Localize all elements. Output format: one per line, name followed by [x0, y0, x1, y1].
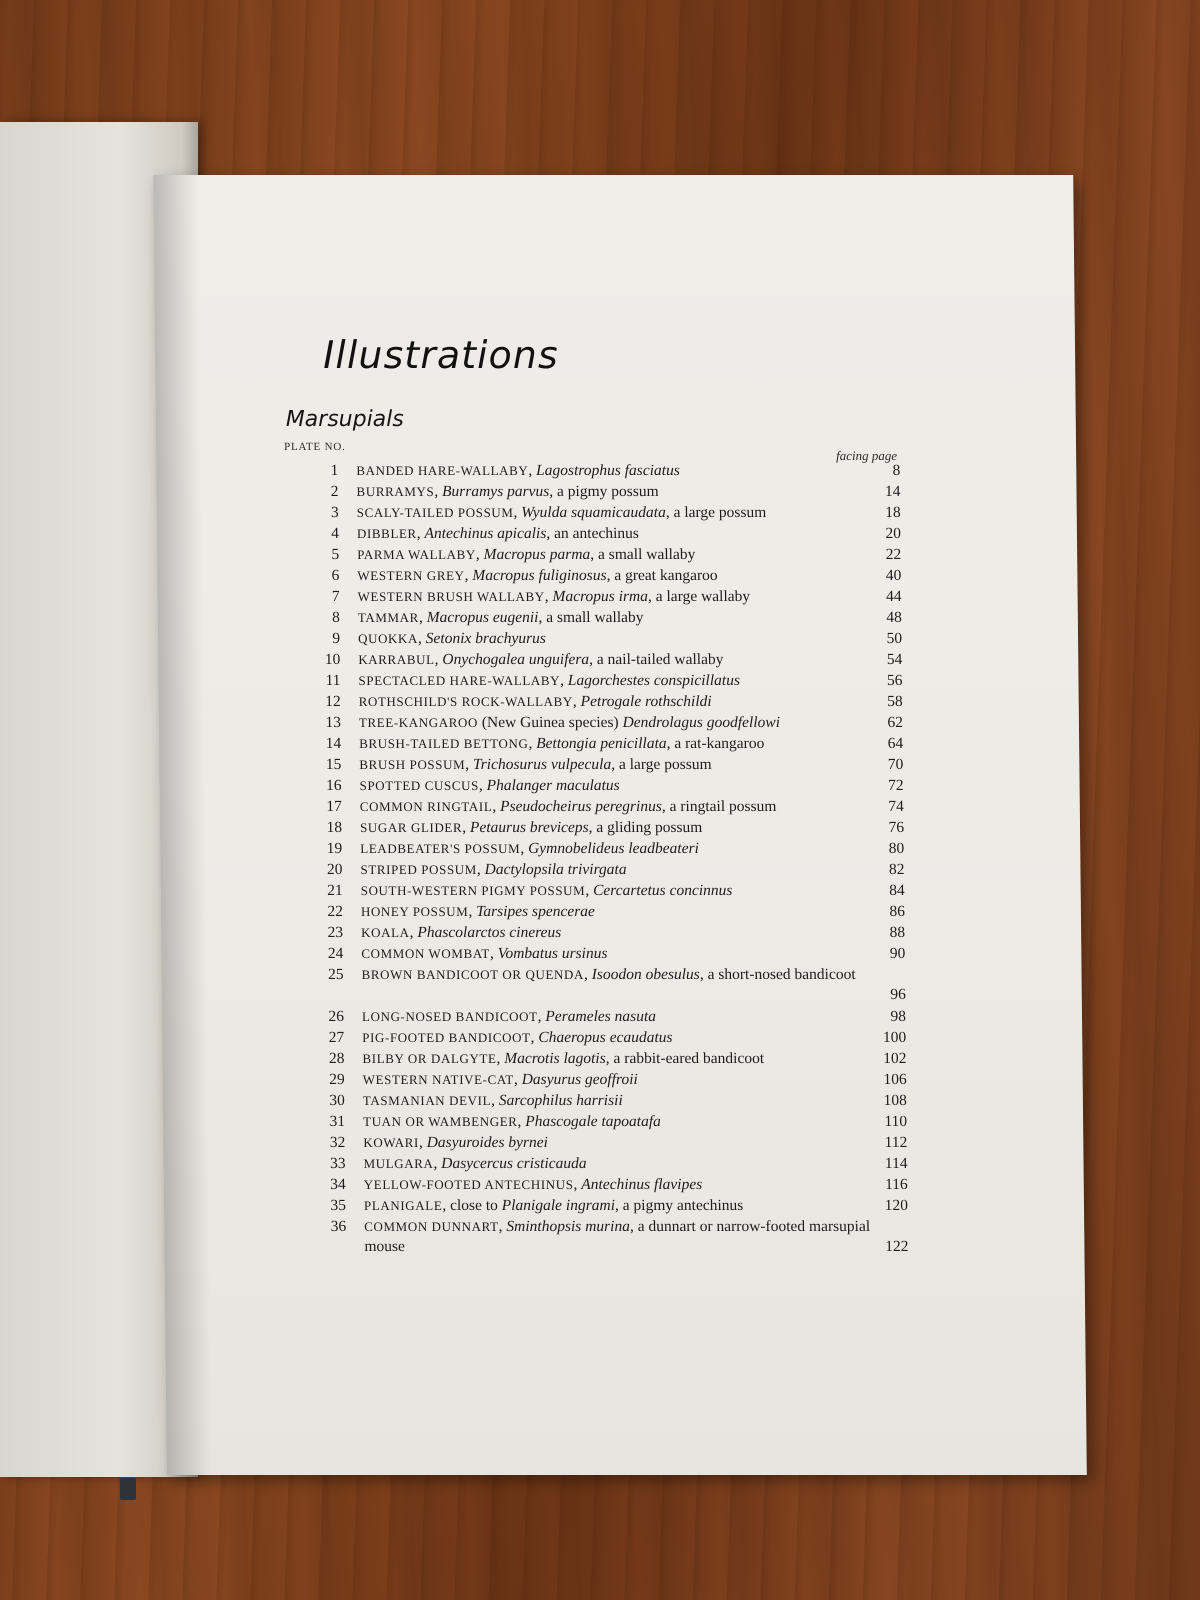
plate-separator: ,: [496, 1050, 505, 1067]
plate-common-name: COMMON RINGTAIL: [359, 799, 493, 814]
facing-page-number: 74: [888, 798, 904, 815]
plate-number: 34: [330, 1176, 346, 1193]
plate-latin-name: Macropus irma: [552, 588, 649, 605]
facing-page-number: 56: [886, 672, 903, 689]
plate-common-name: SUGAR GLIDER: [359, 820, 463, 835]
plate-separator: ,: [462, 819, 471, 836]
plate-description: [358, 608, 868, 628]
plate-common-name: TUAN OR WAMBENGER: [363, 1114, 518, 1129]
plate-number: 10: [324, 651, 341, 668]
plate-row: [158, 608, 1078, 629]
facing-page-number: 106: [883, 1071, 907, 1088]
plate-note: , a gliding possum: [588, 819, 703, 836]
plate-latin-name: Bettongia penicillata: [536, 735, 667, 752]
plate-separator: ,: [478, 777, 487, 794]
plate-separator: ,: [433, 1155, 442, 1172]
plate-common-name: TAMMAR: [357, 610, 419, 625]
facing-page-number: 112: [884, 1134, 908, 1151]
plate-row: [161, 944, 1081, 965]
plate-row: [160, 839, 1080, 860]
plate-common-name: QUOKKA: [357, 631, 419, 646]
plate-number: 6: [331, 567, 340, 584]
plate-latin-name: Lagorchestes conspicillatus: [567, 672, 741, 689]
plate-row: [163, 1154, 1083, 1175]
plate-number: 29: [329, 1071, 345, 1088]
facing-page-number: 122: [885, 1238, 909, 1255]
plate-latin-name: Phalanger maculatus: [486, 777, 620, 794]
plate-common-name: TASMANIAN DEVIL: [362, 1093, 492, 1108]
plate-number: 17: [326, 798, 342, 815]
plate-number: 20: [326, 861, 343, 878]
plate-latin-name: Wyulda squamicaudata: [521, 504, 666, 521]
plate-row: [159, 713, 1079, 734]
plate-separator: ,: [513, 504, 522, 521]
facing-page-number: 82: [888, 861, 905, 878]
plate-common-name: BILBY OR DALGYTE: [362, 1051, 497, 1066]
plate-common-name: SCALY-TAILED POSSUM: [356, 505, 514, 520]
plate-description: [363, 1091, 873, 1111]
plate-separator: ,: [434, 651, 443, 668]
plate-separator: ,: [517, 1113, 526, 1130]
plate-note: , a ringtail possum: [661, 798, 777, 815]
plate-latin-name: Dasyuroides byrnei: [426, 1134, 549, 1151]
plate-note: , a rat-kangaroo: [666, 735, 765, 752]
plate-row: [161, 923, 1081, 944]
plate-separator: ,: [418, 1134, 427, 1151]
plate-description: [357, 545, 867, 565]
plate-row: [160, 860, 1080, 881]
plate-separator: ,: [464, 567, 473, 584]
plate-description: [356, 461, 866, 481]
plate-number: 14: [325, 735, 342, 752]
plate-separator: ,: [560, 672, 568, 689]
plate-row: [159, 734, 1079, 755]
facing-page-number: 120: [884, 1197, 909, 1214]
plate-common-name: PIG-FOOTED BANDICOOT: [362, 1030, 531, 1045]
plate-separator: ,: [465, 756, 474, 773]
plate-number: 35: [330, 1197, 347, 1214]
plate-description: [360, 860, 870, 880]
facing-page-number: 102: [883, 1050, 907, 1067]
plate-row: [157, 524, 1077, 545]
plate-separator: ,: [418, 609, 427, 626]
plate-row: [163, 1070, 1083, 1091]
plate-common-name: WESTERN GREY: [357, 568, 465, 583]
plate-latin-name: Petrogale rothschildi: [580, 693, 712, 710]
plate-note: , a short-nosed bandicoot: [699, 966, 856, 983]
plate-separator: (New Guinea species): [477, 714, 623, 731]
plate-number: 26: [328, 1008, 345, 1025]
plate-number: 21: [327, 882, 343, 899]
plate-separator: ,: [513, 1071, 522, 1088]
plate-note: , a small wallaby: [538, 609, 644, 626]
plate-number: 13: [325, 714, 342, 731]
facing-page-number: 20: [885, 525, 902, 542]
plate-row: [156, 482, 1076, 503]
plate-number-label: PLATE NO.: [283, 441, 346, 453]
plate-latin-name: Macropus parma: [483, 546, 591, 563]
right-page: [153, 175, 1087, 1475]
plate-description: [360, 797, 870, 817]
facing-page-label: facing page: [836, 448, 898, 463]
plate-separator: ,: [434, 483, 443, 500]
section-heading: Marsupials: [285, 407, 404, 432]
plate-row: [161, 902, 1081, 923]
plate-row: [164, 1175, 1084, 1196]
plate-separator: ,: [520, 840, 529, 857]
plate-note: , a large possum: [665, 504, 767, 521]
plate-latin-name: Macrotis lagotis: [504, 1050, 606, 1067]
facing-page-number: 8: [892, 462, 901, 479]
plate-common-name: SOUTH-WESTERN PIGMY POSSUM: [360, 883, 586, 898]
facing-page-number: 90: [889, 945, 906, 962]
plate-description: [361, 923, 871, 943]
plate-list: [156, 461, 1084, 1259]
plate-row: [160, 818, 1080, 839]
plate-description: [362, 1007, 872, 1027]
plate-common-name: WESTERN BRUSH WALLABY: [357, 589, 545, 604]
plate-number: 25: [327, 966, 344, 983]
plate-number: 8: [331, 609, 340, 626]
plate-latin-name: Vombatus ursinus: [497, 945, 608, 962]
plate-description: [358, 629, 868, 649]
plate-common-name: DIBBLER: [356, 526, 417, 541]
plate-latin-name: Pseudocheirus peregrinus: [500, 798, 662, 815]
plate-separator: ,: [475, 546, 484, 563]
plate-description: [356, 482, 866, 502]
plate-row: [160, 797, 1080, 818]
plate-number: 24: [327, 945, 344, 962]
plate-description: [358, 671, 868, 691]
plate-note: , a dunnart or narrow-footed marsupial mouse: [364, 1218, 871, 1255]
plate-number: 23: [327, 924, 344, 941]
plate-description: [359, 713, 869, 733]
plate-common-name: COMMON WOMBAT: [361, 946, 490, 961]
plate-description: [363, 1112, 873, 1132]
plate-note: , a large wallaby: [647, 588, 751, 605]
plate-note: , a pigmy antechinus: [614, 1197, 744, 1214]
plate-common-name: WESTERN NATIVE-CAT: [362, 1072, 515, 1087]
facing-page-number: 48: [886, 609, 902, 626]
plate-note: , a pigmy possum: [549, 483, 659, 500]
plate-common-name: KARRABUL: [358, 652, 435, 667]
plate-latin-name: Burramys parvus: [441, 483, 550, 500]
plate-description: [363, 1154, 873, 1174]
plate-separator: ,: [528, 735, 537, 752]
facing-page-number: 70: [887, 756, 904, 773]
plate-row: [158, 587, 1078, 608]
plate-separator: ,: [417, 630, 426, 647]
plate-latin-name: Cercartetus concinnus: [592, 882, 733, 899]
plate-row: [163, 1133, 1083, 1154]
plate-description: [364, 1196, 874, 1216]
plate-separator: , close to: [442, 1197, 502, 1214]
plate-description: [359, 755, 869, 775]
plate-common-name: ROTHSCHILD'S ROCK-WALLABY: [358, 694, 573, 709]
facing-page-number: 22: [885, 546, 902, 563]
plate-latin-name: Sminthopsis murina: [506, 1218, 631, 1235]
plate-common-name: BRUSH-TAILED BETTONG: [359, 736, 529, 751]
plate-separator: ,: [585, 882, 594, 899]
plate-row: [159, 755, 1079, 776]
plate-description: [357, 566, 867, 586]
plate-separator: ,: [530, 1029, 539, 1046]
facing-page-number: 58: [887, 693, 903, 710]
plate-row: [157, 566, 1077, 587]
plate-row: [156, 461, 1076, 482]
plate-number: 18: [326, 819, 343, 836]
plate-row: [158, 671, 1078, 692]
facing-page-number: 62: [887, 714, 904, 731]
plate-row: [162, 1028, 1082, 1049]
plate-row: [157, 503, 1077, 524]
plate-number: 1: [330, 462, 339, 479]
plate-common-name: LONG-NOSED BANDICOOT: [361, 1009, 538, 1024]
plate-separator: ,: [492, 798, 501, 815]
plate-separator: ,: [489, 945, 498, 962]
plate-description: [362, 1049, 872, 1069]
plate-common-name: LEADBEATER'S POSSUM: [360, 841, 521, 856]
plate-row: [157, 545, 1077, 566]
plate-separator: ,: [416, 525, 425, 542]
plate-latin-name: Trichosurus vulpecula: [472, 756, 612, 773]
plate-latin-name: Antechinus apicalis: [424, 525, 547, 542]
plate-common-name: BROWN BANDICOOT OR QUENDA: [361, 967, 585, 982]
plate-number: 19: [326, 840, 343, 857]
plate-latin-name: Onychogalea unguifera: [442, 651, 590, 668]
plate-separator: ,: [498, 1218, 507, 1235]
plate-row: [162, 1007, 1082, 1028]
plate-description: [357, 503, 867, 523]
plate-row: [161, 881, 1081, 902]
plate-number: 2: [330, 483, 339, 500]
facing-page-number: 64: [887, 735, 904, 752]
plate-row: [163, 1091, 1083, 1112]
plate-number: 22: [327, 903, 343, 920]
plate-separator: ,: [409, 924, 418, 941]
plate-common-name: BURRAMYS: [356, 484, 435, 499]
plate-separator: ,: [528, 462, 537, 479]
facing-page-number: 14: [884, 483, 901, 500]
plate-common-name: PARMA WALLABY: [357, 547, 476, 562]
plate-row: [158, 629, 1078, 650]
plate-latin-name: Perameles nasuta: [545, 1008, 657, 1025]
plate-latin-name: Macropus fuliginosus: [472, 567, 607, 584]
plate-common-name: KOWARI: [363, 1135, 419, 1150]
plate-number: 12: [325, 693, 341, 710]
plate-description: [363, 1133, 873, 1153]
plate-row: [161, 965, 1081, 1007]
plate-note: , a small wallaby: [590, 546, 696, 563]
plate-description: [359, 776, 869, 796]
facing-page-number: 44: [886, 588, 902, 605]
facing-page-number: 84: [889, 882, 905, 899]
plate-number: 31: [329, 1113, 346, 1130]
plate-note: , a large possum: [611, 756, 712, 773]
plate-separator: ,: [490, 1092, 499, 1109]
plate-description: [360, 839, 870, 859]
plate-latin-name: Dactylopsila trivirgata: [484, 861, 627, 878]
plate-row: [164, 1217, 1084, 1259]
plate-latin-name: Isoodon obesulus: [591, 966, 700, 983]
plate-number: 27: [328, 1029, 345, 1046]
plate-latin-name: Dasyurus geoffroii: [521, 1071, 638, 1088]
facing-page-number: 72: [887, 777, 904, 794]
plate-latin-name: Petaurus breviceps: [469, 819, 589, 836]
plate-common-name: SPECTACLED HARE-WALLABY: [358, 673, 561, 688]
facing-page-number: 96: [890, 986, 906, 1003]
plate-common-name: TREE-KANGAROO: [358, 715, 479, 730]
plate-separator: ,: [468, 903, 477, 920]
plate-note: , a rabbit-eared bandicoot: [605, 1050, 765, 1067]
plate-separator: ,: [537, 1008, 546, 1025]
plate-number: 15: [325, 756, 342, 773]
plate-note: , an antechinus: [546, 525, 639, 542]
plate-number: 5: [331, 546, 340, 563]
plate-number: 9: [332, 630, 341, 647]
plate-common-name: KOALA: [361, 925, 410, 940]
facing-page-number: 110: [884, 1113, 908, 1130]
plate-common-name: BANDED HARE-WALLABY: [356, 463, 529, 478]
plate-common-name: BRUSH POSSUM: [359, 757, 466, 772]
plate-row: [159, 692, 1079, 713]
plate-description: [361, 944, 871, 964]
facing-page-number: 108: [883, 1092, 907, 1109]
plate-row: [158, 650, 1078, 671]
plate-separator: ,: [544, 588, 553, 605]
plate-latin-name: Phascogale tapoatafa: [525, 1113, 661, 1130]
plate-description: [360, 818, 870, 838]
plate-common-name: SPOTTED CUSCUS: [359, 778, 479, 793]
plate-description: [364, 1217, 874, 1257]
plate-number: 3: [330, 504, 339, 521]
plate-row: [163, 1112, 1083, 1133]
facing-page-number: 86: [889, 903, 905, 920]
plate-number: 7: [331, 588, 340, 605]
plate-row: [162, 1049, 1082, 1070]
plate-latin-name: Dasycercus cristicauda: [441, 1155, 587, 1172]
plate-common-name: COMMON DUNNART: [364, 1219, 499, 1234]
plate-row: [164, 1196, 1084, 1217]
plate-latin-name: Gymnobelideus leadbeateri: [527, 840, 700, 857]
plate-latin-name: Sarcophilus harrisii: [498, 1092, 623, 1109]
plate-latin-name: Tarsipes spencerae: [476, 903, 595, 920]
plate-common-name: MULGARA: [363, 1156, 434, 1171]
plate-description: [362, 1028, 872, 1048]
facing-page-number: 80: [888, 840, 905, 857]
plate-latin-name: Planigale ingrami: [501, 1197, 616, 1214]
plate-common-name: STRIPED POSSUM: [360, 862, 477, 877]
plate-common-name: YELLOW-FOOTED ANTECHINUS: [363, 1177, 574, 1192]
plate-description: [358, 650, 868, 670]
plate-separator: ,: [476, 861, 485, 878]
facing-page-number: 98: [890, 1008, 907, 1025]
plate-number: 11: [325, 672, 341, 689]
facing-page-number: 100: [882, 1029, 907, 1046]
plate-note: , a great kangaroo: [606, 567, 718, 584]
plate-latin-name: Dendrolagus goodfellowi: [622, 714, 781, 731]
plate-description: [363, 1070, 873, 1090]
facing-page-number: 40: [885, 567, 902, 584]
plate-number: 4: [331, 525, 340, 542]
plate-row: [159, 776, 1079, 797]
plate-latin-name: Macropus eugenii: [426, 609, 539, 626]
facing-page-number: 114: [884, 1155, 908, 1172]
plate-description: [358, 587, 868, 607]
plate-common-name: PLANIGALE: [363, 1198, 443, 1213]
plate-separator: ,: [572, 693, 581, 710]
plate-common-name: HONEY POSSUM: [360, 904, 469, 919]
facing-page-number: 88: [889, 924, 906, 941]
facing-page-number: 54: [886, 651, 903, 668]
plate-description: [359, 734, 869, 754]
page-title: Illustrations: [322, 333, 559, 377]
plate-number: 30: [329, 1092, 345, 1109]
plate-description: [364, 1175, 874, 1195]
plate-number: 32: [329, 1134, 346, 1151]
facing-page-number: 18: [885, 504, 901, 521]
plate-separator: ,: [573, 1176, 582, 1193]
plate-description: [361, 902, 871, 922]
plate-number: 16: [325, 777, 342, 794]
plate-latin-name: Phascolarctos cinereus: [417, 924, 562, 941]
plate-latin-name: Chaeropus ecaudatus: [538, 1029, 673, 1046]
facing-page-number: 116: [884, 1176, 908, 1193]
plate-latin-name: Antechinus flavipes: [581, 1176, 703, 1193]
plate-separator: ,: [583, 966, 592, 983]
book-cover-edge: [120, 1478, 136, 1500]
plate-number: 28: [328, 1050, 345, 1067]
facing-page-number: 50: [886, 630, 903, 647]
plate-number: 33: [329, 1155, 346, 1172]
plate-number: 36: [330, 1218, 347, 1235]
plate-description: [361, 881, 871, 901]
page-content: [153, 175, 1087, 1475]
plate-description: [359, 692, 869, 712]
plate-description: [357, 524, 867, 544]
facing-page-number: 76: [888, 819, 905, 836]
plate-latin-name: Lagostrophus fasciatus: [536, 462, 680, 479]
plate-latin-name: Setonix brachyurus: [425, 630, 546, 647]
plate-note: , a nail-tailed wallaby: [589, 651, 724, 668]
plate-description: [361, 965, 871, 985]
